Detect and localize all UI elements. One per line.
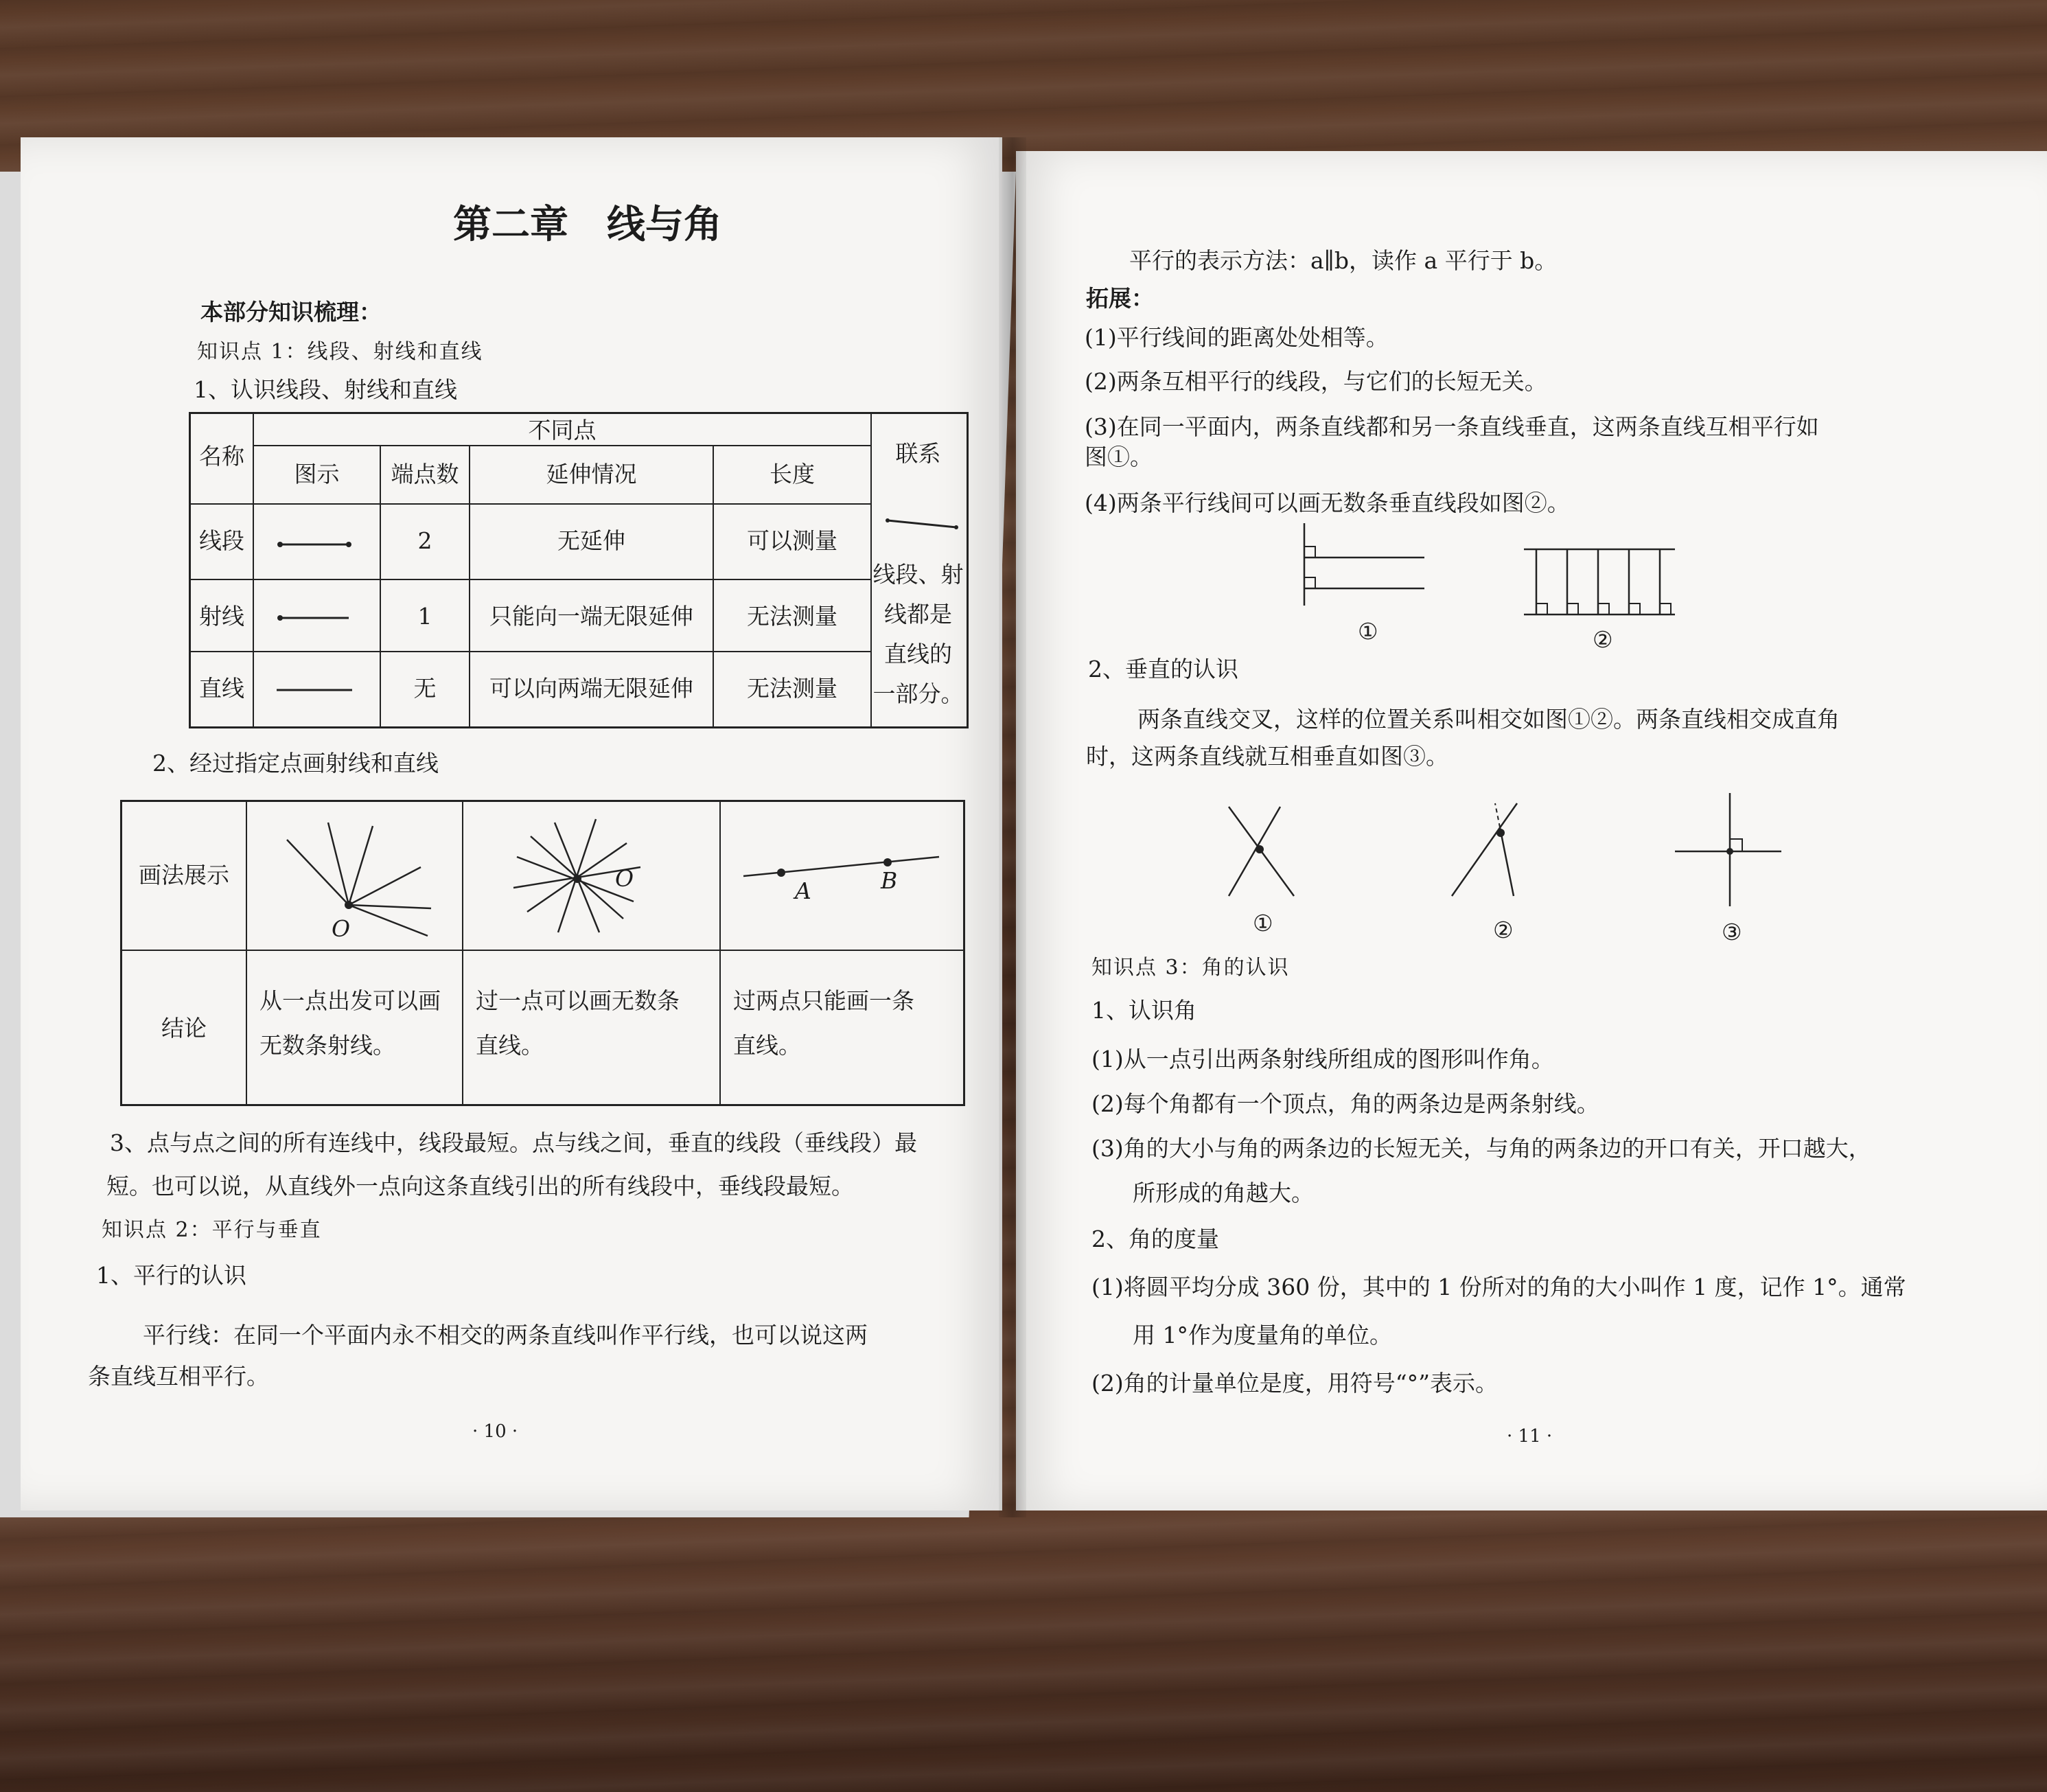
point-label-o: O: [332, 915, 351, 942]
parallel-definition: 条直线互相平行。: [88, 1363, 269, 1390]
conclusion-text: 过两点只能画一条: [733, 987, 914, 1014]
angle-item: (1)从一点引出两条射线所组成的图形叫作角。: [1091, 1046, 1554, 1072]
point-label-b: B: [881, 867, 898, 894]
figure-label: ①: [1358, 618, 1378, 645]
perpendicular-text: 两条直线交叉，这样的位置关系叫相交如图①②。两条直线相交成直角: [1137, 706, 1840, 733]
sub-heading-2: 2、经过指定点画射线和直线: [152, 750, 439, 777]
row-extension: 无延伸: [557, 527, 625, 554]
rays-from-point-figure: [266, 816, 452, 939]
row-label-conclusion: 结论: [161, 1015, 207, 1042]
chapter-title: 第二章 线与角: [453, 202, 722, 247]
expand-item: (3)在同一平面内，两条直线都和另一条直线垂直，这两条直线互相平行如: [1085, 413, 1819, 440]
angle-item: 所形成的角越大。: [1133, 1180, 1314, 1206]
figure-label: ③: [1722, 919, 1742, 945]
row-name: 线段: [199, 527, 244, 554]
expand-item: 图①。: [1085, 444, 1153, 470]
perpendicular-fig-3: [1675, 793, 1785, 910]
straight-line-figure: [273, 683, 362, 697]
parallel-fig-1: [1301, 523, 1431, 609]
expand-item: (1)平行线间的距离处处相等。: [1085, 324, 1389, 351]
sub-heading-parallel: 1、平行的认识: [96, 1262, 246, 1289]
header-relation: 联系: [895, 440, 941, 467]
conclusion-text: 过一点可以画无数条: [476, 987, 680, 1014]
row-extension: 只能向一端无限延伸: [489, 603, 693, 630]
book-spine: [999, 137, 1026, 1517]
row-length: 无法测量: [747, 675, 837, 702]
header-endpoints: 端点数: [391, 461, 459, 487]
figure-label: ②: [1593, 626, 1613, 653]
right-page: [1016, 151, 2047, 1510]
paragraph-3: 短。也可以说，从直线外一点向这条直线引出的所有线段中，垂线段最短。: [106, 1173, 854, 1199]
measure-item: 用 1°作为度量角的单位。: [1133, 1322, 1392, 1348]
kp1-heading: 知识点 1：线段、射线和直线: [197, 340, 483, 364]
conclusion-text: 直线。: [733, 1032, 801, 1059]
row-name: 直线: [199, 675, 244, 702]
intersect-fig-1: [1225, 803, 1301, 899]
drawing-methods-table: [120, 800, 965, 1106]
line-through-two-points-figure: [740, 843, 946, 884]
angle-item: (2)每个角都有一个顶点，角的两条边是两条射线。: [1091, 1090, 1599, 1117]
lines-comparison-table: [189, 412, 969, 728]
page-number: · 11 ·: [1507, 1426, 1553, 1447]
point-label-o: O: [615, 865, 634, 892]
parallel-notation: 平行的表示方法：a∥b，读作 a 平行于 b。: [1129, 247, 1558, 274]
row-length: 无法测量: [747, 603, 837, 630]
expand-heading: 拓展：: [1086, 285, 1154, 312]
overview-heading: 本部分知识梳理：: [200, 299, 382, 325]
kp2-heading: 知识点 2：平行与垂直: [102, 1218, 322, 1242]
row-length: 可以测量: [747, 527, 837, 554]
sub-heading-measure: 2、角的度量: [1091, 1226, 1219, 1252]
sub-heading-perpendicular: 2、垂直的认识: [1088, 656, 1238, 682]
perpendicular-text: 时，这两条直线就互相垂直如图③。: [1086, 743, 1448, 770]
header-name: 名称: [199, 443, 244, 470]
sub-heading-1: 1、认识线段、射线和直线: [194, 376, 457, 403]
figure-label: ②: [1493, 917, 1514, 943]
kp3-heading: 知识点 3：角的认识: [1091, 956, 1290, 980]
row-label-drawing: 画法展示: [139, 862, 229, 888]
intersect-fig-2: [1448, 800, 1531, 903]
parallel-fig-2: [1524, 546, 1678, 621]
conclusion-text: 直线。: [476, 1032, 544, 1059]
relation-line: 一部分。: [872, 680, 964, 707]
paragraph-3: 3、点与点之间的所有连线中，线段最短。点与线之间，垂直的线段（垂线段）最: [110, 1129, 917, 1156]
relation-line: 线段、射: [872, 561, 964, 588]
figure-label: ①: [1253, 910, 1273, 937]
angle-item: (3)角的大小与角的两条边的长短无关，与角的两条边的开口有关，开口越大，: [1091, 1135, 1871, 1162]
row-endpoints: 2: [417, 527, 432, 554]
header-length: 长度: [770, 461, 815, 487]
measure-item: (1)将圆平均分成 360 份，其中的 1 份所对的角的大小叫作 1 度，记作 1°。通常: [1091, 1274, 1906, 1300]
conclusion-text: 无数条射线。: [259, 1032, 395, 1059]
row-extension: 可以向两端无限延伸: [489, 675, 693, 702]
expand-item: (2)两条互相平行的线段，与它们的长短无关。: [1085, 368, 1547, 395]
relation-figure: [884, 517, 960, 531]
row-endpoints: 1: [417, 603, 432, 630]
conclusion-text: 从一点出发可以画: [259, 987, 441, 1014]
expand-item: (4)两条平行线间可以画无数条垂直线段如图②。: [1085, 490, 1570, 516]
line-segment-figure: [273, 538, 362, 551]
row-endpoints: 无: [413, 675, 437, 702]
header-figure: 图示: [294, 461, 340, 487]
measure-item: (2)角的计量单位是度，用符号“°”表示。: [1091, 1370, 1498, 1397]
ray-figure: [273, 611, 362, 625]
group-header: 不同点: [528, 417, 597, 444]
relation-line: 线都是: [884, 601, 952, 628]
relation-line: 直线的: [884, 641, 952, 667]
row-name: 射线: [199, 603, 244, 630]
lines-through-point-figure: [503, 816, 668, 939]
sub-heading-angle: 1、认识角: [1091, 997, 1196, 1024]
point-label-a: A: [795, 877, 811, 904]
page-number: · 10 ·: [472, 1421, 518, 1442]
parallel-definition: 平行线：在同一个平面内永不相交的两条直线叫作平行线，也可以说这两: [143, 1322, 868, 1348]
header-extension: 延伸情况: [546, 461, 637, 487]
